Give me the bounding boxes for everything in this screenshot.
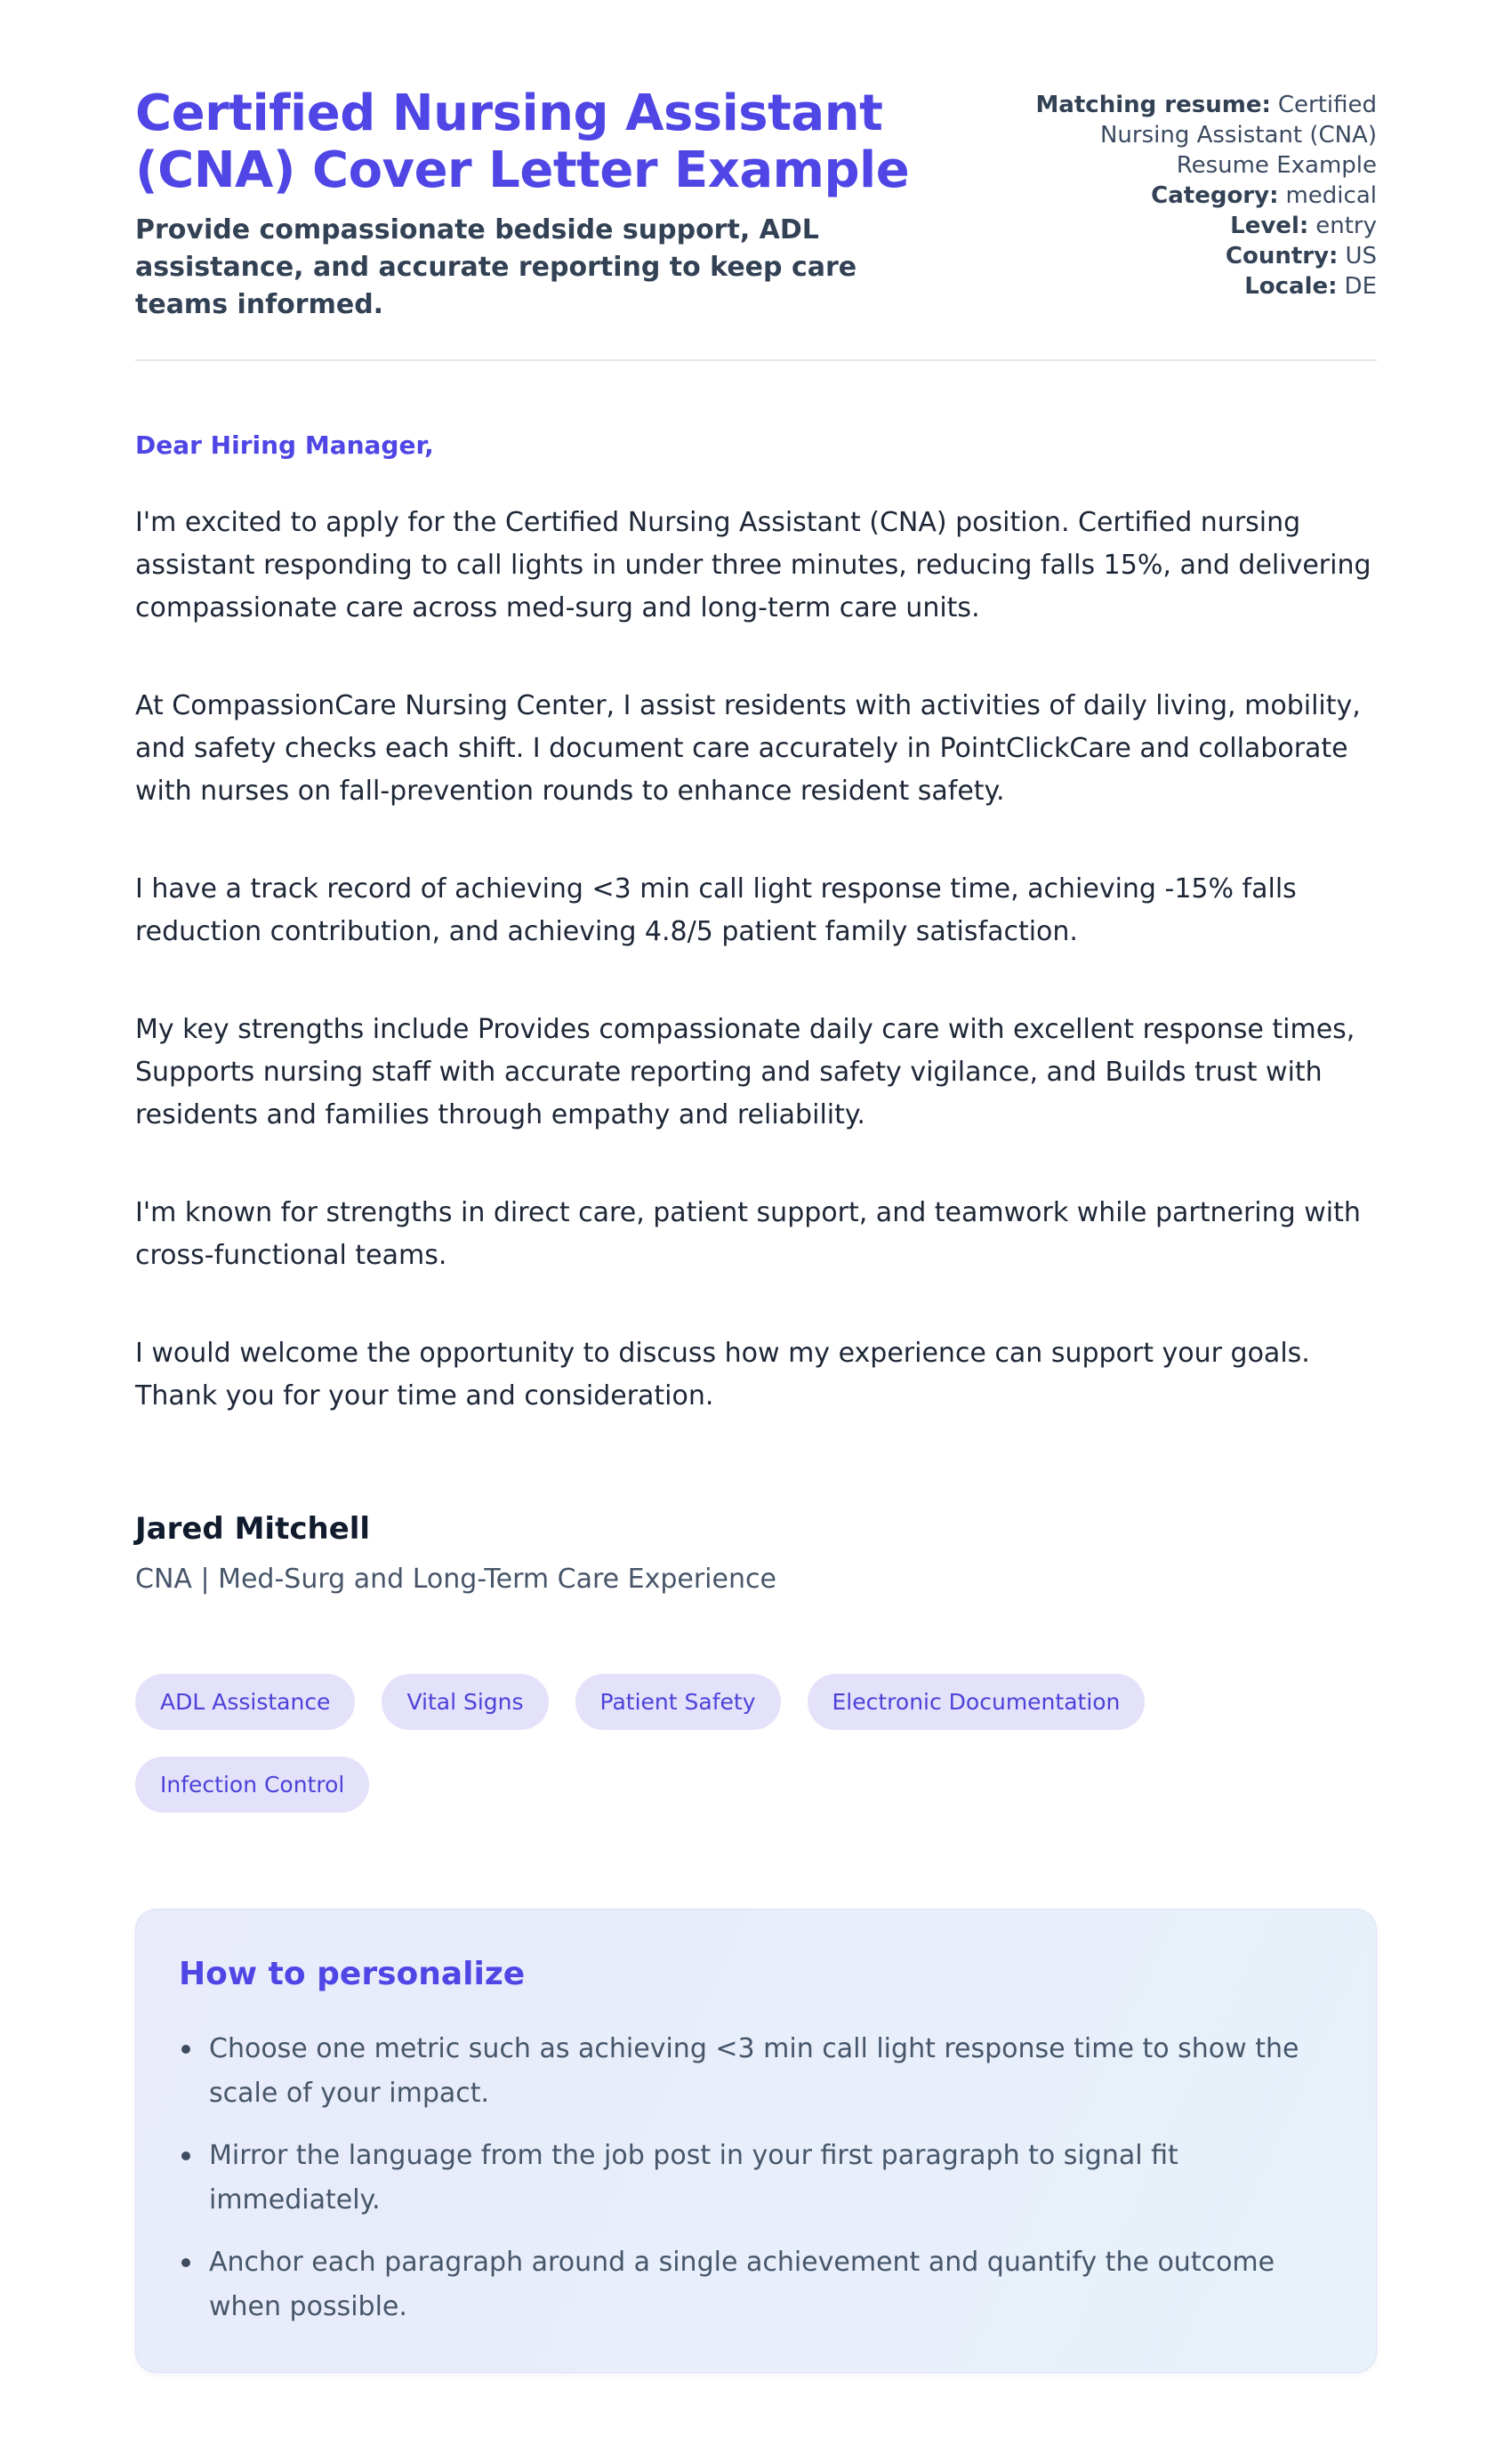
skill-tag: Electronic Documentation: [808, 1674, 1146, 1730]
letter-body: [135, 429, 1377, 1597]
skill-tags-row: [135, 1674, 1377, 1813]
header-divider: [135, 359, 1377, 361]
letter-paragraph: At CompassionCare Nursing Center, I assist residents with activities of daily living, mobility, and safety checks each shift. I document care accurately in PointClickCare and collaborate with nurses on fall-prevention rounds to enhance resident safety.: [135, 690, 1361, 807]
meta-country: [1008, 241, 1377, 271]
letter-paragraph: I'm excited to apply for the Certified Nursing Assistant (CNA) position. Certified nursing assistant responding to call lights in under three minutes, reducing falls 15%, and delivering compassionate care across med-surg and long-term care units.: [135, 507, 1371, 623]
personalize-bullet: Mirror the language from the job post in your first paragraph to signal fit immediately.: [179, 2134, 1308, 2223]
meta-category-label: Category:: [1151, 182, 1279, 209]
meta-locale-value: DE: [1344, 273, 1377, 300]
how-to-personalize-box: [135, 1909, 1377, 2373]
meta-level-label: Level:: [1230, 213, 1309, 239]
personalize-list: [179, 2027, 1333, 2329]
letter-paragraph: My key strengths include Provides compassionate daily care with excellent response times, Supports nursing staff with accurate reporting and safety vigilance, and Builds trust with residents and families through empathy and reliability.: [135, 1014, 1355, 1130]
skill-tag: Patient Safety: [575, 1674, 781, 1730]
meta-level: [1008, 211, 1377, 241]
letter-paragraph: I have a track record of achieving <3 min call light response time, achieving -15% falls reduction contribution, and achieving 4.8/5 patient family satisfaction.: [135, 873, 1297, 947]
letter-greeting: Dear Hiring Manager,: [135, 430, 434, 460]
signature-name: Jared Mitchell: [135, 1511, 371, 1547]
meta-country-label: Country:: [1225, 243, 1339, 269]
meta-matching-resume-label: Matching resume:: [1035, 92, 1271, 118]
personalize-bullet: Choose one metric such as achieving <3 min call light response time to show the scale of your impact.: [179, 2027, 1308, 2116]
signature-role: CNA | Med-Surg and Long-Term Care Experience: [135, 1564, 776, 1595]
meta-category: [1008, 181, 1377, 211]
meta-matching-resume: [1008, 90, 1377, 181]
meta-matching-resume-value: Certified Nursing Assistant (CNA) Resume Example: [1099, 92, 1377, 179]
meta-locale: [1008, 271, 1377, 302]
page-title: Certified Nursing Assistant (CNA) Cover Letter Example: [135, 84, 910, 199]
resume-meta-block: [1008, 85, 1377, 302]
page-subtitle: Provide compassionate bedside support, ADL assistance, and accurate reporting to keep care teams informed.: [135, 214, 857, 320]
meta-country-value: US: [1345, 243, 1377, 269]
personalize-heading: How to personalize: [179, 1956, 526, 1992]
meta-locale-label: Locale:: [1244, 273, 1338, 300]
header: [135, 85, 1377, 324]
skill-tag: Vital Signs: [382, 1674, 548, 1730]
skill-tag: Infection Control: [135, 1757, 369, 1813]
meta-level-value: entry: [1315, 213, 1377, 239]
personalize-bullet: Anchor each paragraph around a single achievement and quantify the outcome when possible.: [179, 2240, 1308, 2329]
header-title-block: [135, 85, 989, 324]
letter-paragraph: I'm known for strengths in direct care, patient support, and teamwork while partnering with cross-functional teams.: [135, 1197, 1361, 1271]
letter-paragraph: I would welcome the opportunity to discuss how my experience can support your goals. Thank you for your time and consideration.: [135, 1338, 1310, 1411]
meta-category-value: medical: [1285, 182, 1377, 209]
skill-tag: ADL Assistance: [135, 1674, 355, 1730]
